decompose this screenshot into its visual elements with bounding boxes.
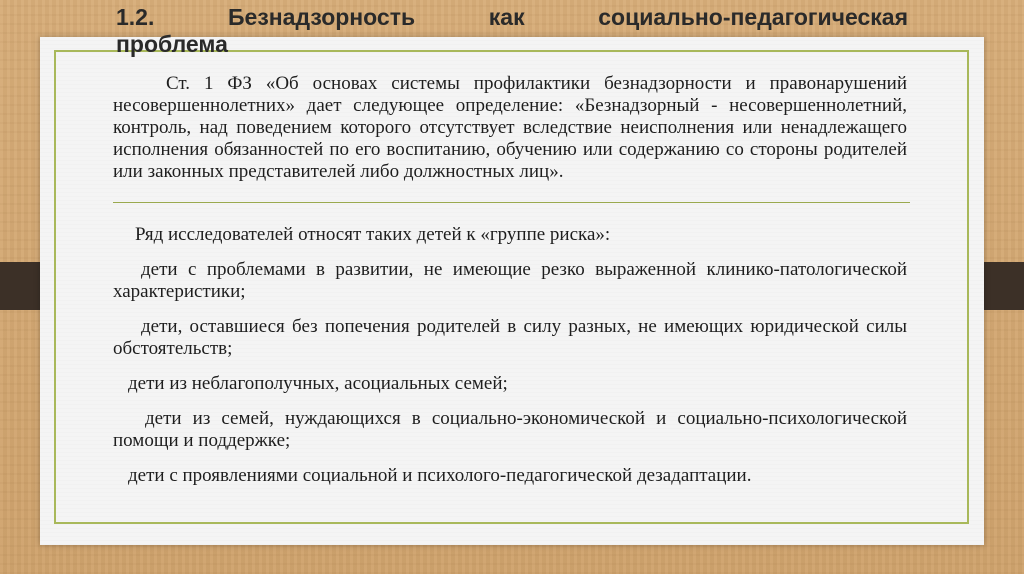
risk-item-5: дети с проявлениями социальной и психолого-педагогической дезадаптации. (128, 465, 752, 486)
risk-item-1: дети с проблемами в развитии, не имеющие резко выраженной клинико-патологической характеристики; (113, 259, 907, 302)
risk-group-intro: Ряд исследователей относят таких детей к «группе риска»: (135, 224, 611, 245)
title-word-3: социально-педагогическая (598, 4, 908, 30)
title-line-2: проблема (116, 31, 228, 57)
title-word-1: Безнадзорность (228, 4, 416, 30)
risk-item-2: дети, оставшиеся без попечения родителей в силу разных, не имеющих юридической силы обстоятельств; (113, 316, 907, 359)
divider-line (113, 202, 910, 203)
slide-title (116, 4, 908, 58)
definition-paragraph: Ст. 1 ФЗ «Об основах системы профилактики безнадзорности и правонарушений несовершеннолетних» дает следующее определение: «Безнадзорный - несовершеннолетний, контроль, над поведением которого отсутствует вследствие неисполнения или ненадлежащего исполнения обязанностей по его воспитанию, обучению или содержанию со стороны родителей или законных представителей либо должностных лиц». (113, 73, 907, 182)
title-number: 1.2. (116, 4, 155, 30)
risk-item-4: дети из семей, нуждающихся в социально-экономической и социально-психологической помощи и поддержке; (113, 408, 907, 451)
title-word-2: как (488, 4, 525, 30)
risk-item-3: дети из неблагополучных, асоциальных семей; (128, 373, 508, 394)
